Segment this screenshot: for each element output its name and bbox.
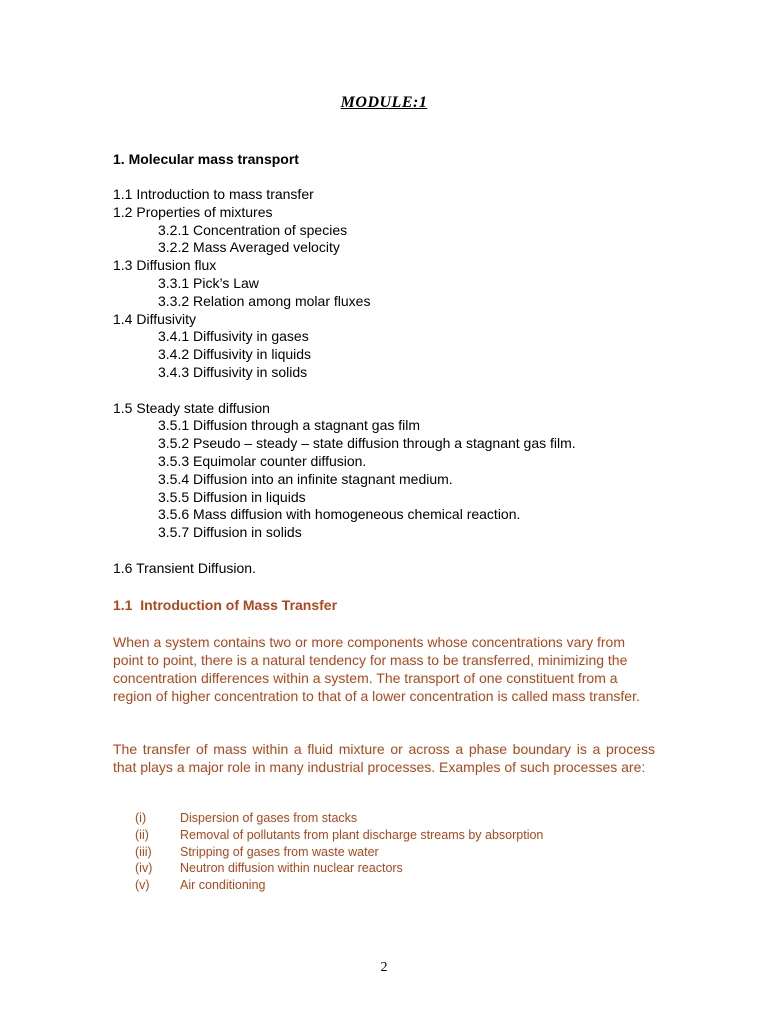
table-of-contents — [113, 186, 576, 578]
toc-subitem: 3.4.3 Diffusivity in solids — [158, 363, 308, 380]
example-item — [135, 844, 543, 861]
toc-subitem: 3.3.2 Relation among molar fluxes — [158, 292, 371, 309]
examples-list — [135, 810, 543, 894]
toc-subitem: 3.5.1 Diffusion through a stagnant gas film — [158, 417, 421, 434]
main-heading: 1. Molecular mass transport — [113, 151, 299, 167]
toc-subitem: 3.3.1 Pick’s Law — [158, 274, 259, 291]
example-number: (ii) — [135, 827, 149, 842]
toc-item: 1.4 Diffusivity — [113, 310, 196, 327]
toc-item: 1.5 Steady state diffusion — [113, 399, 270, 416]
example-text: Removal of pollutants from plant discharge streams by absorption — [180, 827, 544, 842]
toc-item: 1.6 Transient Diffusion. — [113, 559, 256, 576]
section-heading: 1.1 Introduction of Mass Transfer — [113, 597, 338, 613]
toc-subitem: 3.5.6 Mass diffusion with homogeneous chemical reaction. — [158, 506, 521, 523]
example-text: Stripping of gases from waste water — [180, 844, 379, 859]
toc-spacer — [113, 382, 576, 400]
example-text: Air conditioning — [180, 878, 266, 893]
example-item — [135, 860, 543, 877]
toc-item: 1.1 Introduction to mass transfer — [113, 186, 314, 202]
toc-subitem: 3.5.7 Diffusion in solids — [158, 524, 302, 541]
toc-item: 1.2 Properties of mixtures — [113, 203, 273, 220]
toc-subitem: 3.4.2 Diffusivity in liquids — [158, 346, 312, 363]
paragraph-processes: The transfer of mass within a fluid mixture or across a phase boundary is a process that plays a major role in many industrial processes. Examples of such processes are: — [113, 741, 655, 775]
module-title: MODULE:1 — [340, 94, 428, 111]
example-number: (v) — [135, 878, 150, 893]
toc-subitem: 3.5.2 Pseudo – steady – state diffusion through a stagnant gas film. — [158, 435, 576, 452]
page-number: 2 — [380, 960, 388, 975]
toc-subitem: 3.2.1 Concentration of species — [158, 221, 348, 238]
toc-spacer — [113, 542, 576, 560]
example-item — [135, 827, 543, 844]
example-number: (iv) — [135, 861, 153, 876]
example-number: (iii) — [135, 844, 152, 859]
example-number: (i) — [135, 811, 147, 825]
paragraph-intro: When a system contains two or more components whose concentrations vary from point to point, there is a natural tendency for mass to be transferred, minimizing the concentration differences within a system. The transport of one constituent from a region of higher concentration to that of a lower concentration is called mass transfer. — [113, 634, 640, 704]
toc-subitem: 3.4.1 Diffusivity in gases — [158, 328, 309, 345]
toc-subitem: 3.5.5 Diffusion in liquids — [158, 488, 306, 505]
toc-subitem: 3.2.2 Mass Averaged velocity — [158, 239, 340, 256]
example-item — [135, 810, 543, 827]
toc-subitem: 3.5.4 Diffusion into an infinite stagnant medium. — [158, 470, 453, 487]
example-text: Dispersion of gases from stacks — [180, 811, 358, 825]
toc-subitem: 3.5.3 Equimolar counter diffusion. — [158, 452, 367, 469]
example-item — [135, 877, 543, 894]
toc-item: 1.3 Diffusion flux — [113, 257, 217, 274]
example-text: Neutron diffusion within nuclear reactors — [180, 861, 403, 876]
